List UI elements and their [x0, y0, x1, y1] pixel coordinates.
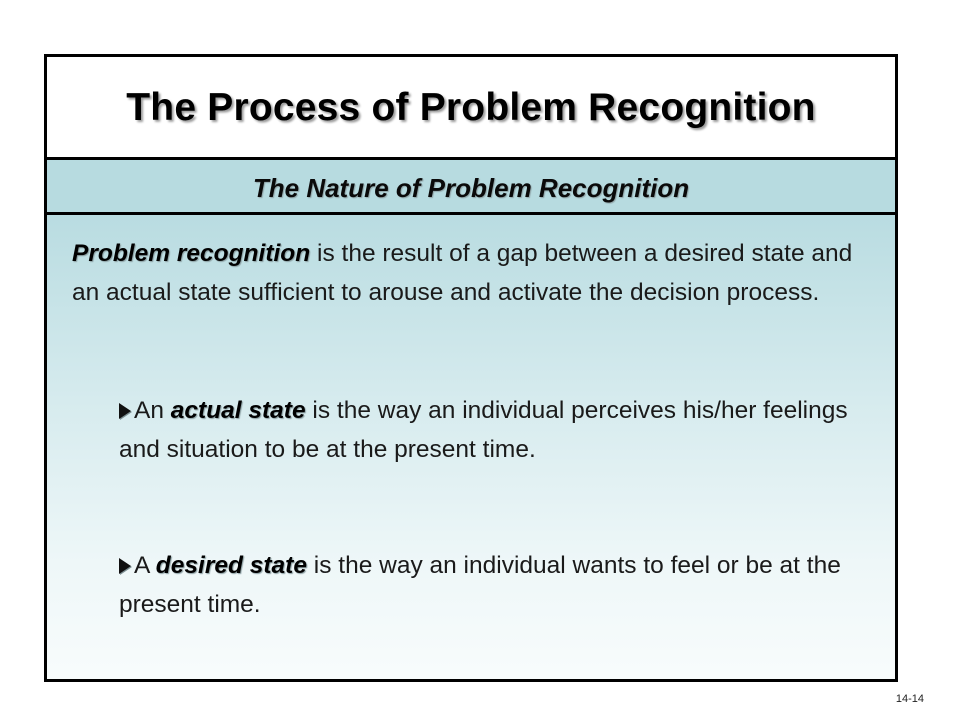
definition-paragraph: [72, 234, 882, 312]
bullet-term: actual state: [170, 397, 306, 424]
bullet-actual-state: [119, 391, 859, 469]
content-area: [47, 215, 895, 679]
definition-term: Problem recognition: [72, 240, 311, 267]
definition-text: is the result of a gap between a desired state and an actual state sufficient to arouse and activate the decision process.: [72, 240, 853, 306]
slide-frame: [44, 54, 898, 682]
bullet-term: desired state: [155, 552, 307, 579]
bullet-text: is the way an individual wants to feel or be at the present time.: [119, 552, 841, 618]
slide-subtitle: The Nature of Problem Recognition: [252, 173, 690, 203]
slide-title: The Process of Problem Recognition: [126, 86, 816, 129]
title-box: [47, 57, 895, 160]
slide-number: 14-14: [895, 693, 924, 705]
bullet-desired-state: [119, 546, 859, 624]
arrow-bullet-icon: [119, 558, 131, 574]
arrow-bullet-icon: [119, 403, 131, 419]
bullet-lead: A: [134, 552, 156, 579]
subtitle-bar: [47, 160, 895, 215]
bullet-lead: An: [134, 397, 171, 424]
bullet-text: is the way an individual perceives his/her feelings and situation to be at the present time.: [119, 397, 848, 463]
